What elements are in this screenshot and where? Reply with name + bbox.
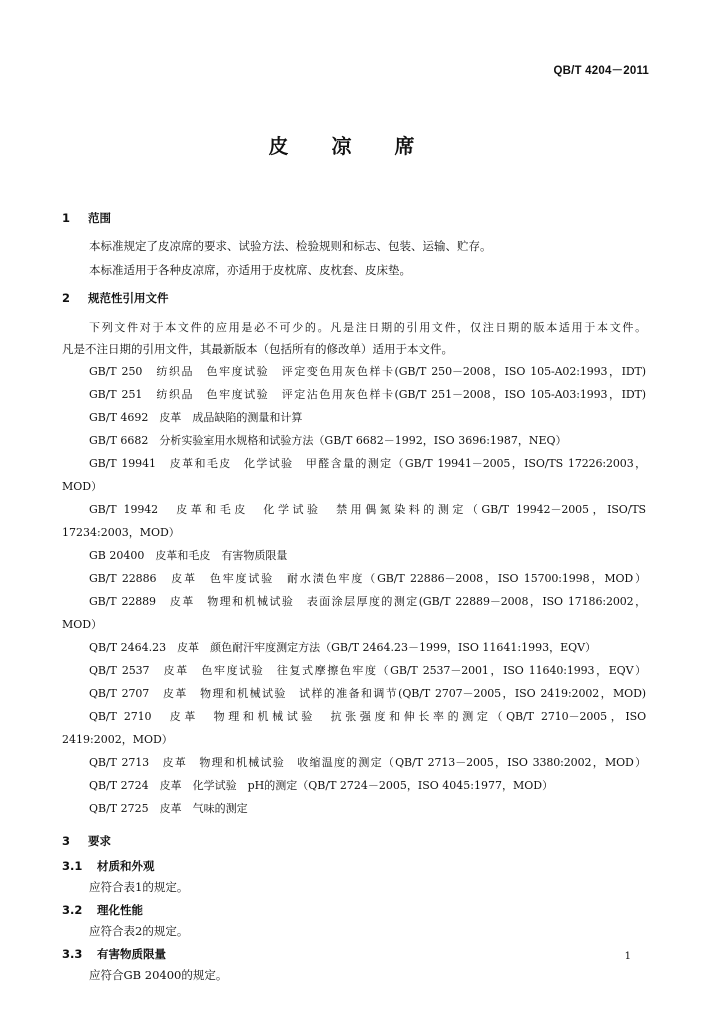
section-2-heading bbox=[62, 290, 169, 306]
document-title: 皮 凉 席 bbox=[268, 134, 433, 158]
subsection-3-2-heading bbox=[62, 902, 143, 918]
paragraph: 应符合GB 20400的规定。 bbox=[89, 968, 228, 982]
paragraph: 应符合表1的规定。 bbox=[89, 880, 189, 894]
reference-item-continuation: 2419:2002，MOD） bbox=[62, 733, 173, 746]
section-number: 3.2 bbox=[62, 903, 83, 917]
section-1-heading bbox=[62, 210, 111, 226]
section-title: 范围 bbox=[88, 211, 111, 225]
reference-item: GB/T 4692 皮革 成品缺陷的测量和计算 bbox=[89, 411, 303, 424]
reference-item: QB/T 2713 皮革 物理和机械试验 收缩温度的测定（QB/T 2713－2005，ISO 3380:2002，MOD） bbox=[89, 756, 646, 769]
section-title: 有害物质限量 bbox=[97, 947, 166, 961]
reference-item: QB/T 2537 皮革 色牢度试验 往复式摩擦色牢度（GB/T 2537－2001，ISO 11640:1993，EQV） bbox=[89, 664, 646, 677]
paragraph: 应符合表2的规定。 bbox=[89, 924, 189, 938]
reference-item-continuation: 17234:2003，MOD） bbox=[62, 526, 180, 539]
page-number: 1 bbox=[624, 951, 631, 962]
section-3-heading bbox=[62, 833, 111, 849]
reference-item: GB/T 251 纺织品 色牢度试验 评定沾色用灰色样卡(GB/T 251－2008，ISO 105-A03:1993，IDT) bbox=[89, 388, 646, 401]
reference-item: QB/T 2725 皮革 气味的测定 bbox=[89, 802, 248, 815]
reference-item: QB/T 2464.23 皮革 颜色耐汗牢度测定方法（GB/T 2464.23－1999，ISO 11641:1993，EQV） bbox=[89, 641, 597, 654]
reference-item-continuation: MOD） bbox=[62, 618, 103, 631]
section-title: 规范性引用文件 bbox=[88, 291, 169, 305]
paragraph: 下列文件对于本文件的应用是必不可少的。凡是注日期的引用文件，仅注日期的版本适用于本文件。 bbox=[89, 321, 646, 334]
reference-item: GB/T 19941 皮革和毛皮 化学试验 甲醛含量的测定（GB/T 19941－2005，ISO/TS 17226:2003， bbox=[89, 457, 646, 470]
reference-item: GB/T 250 纺织品 色牢度试验 评定变色用灰色样卡(GB/T 250－2008，ISO 105-A02:1993，IDT) bbox=[89, 365, 646, 378]
section-number: 2 bbox=[62, 291, 71, 305]
reference-item-continuation: MOD） bbox=[62, 480, 103, 493]
section-title: 理化性能 bbox=[97, 903, 143, 917]
section-number: 3.3 bbox=[62, 947, 83, 961]
reference-item: GB/T 19942 皮革和毛皮 化学试验 禁用偶氮染料的测定（GB/T 19942－2005，ISO/TS bbox=[89, 503, 646, 516]
reference-item: GB/T 22886 皮革 色牢度试验 耐水渍色牢度（GB/T 22886－2008，ISO 15700:1998，MOD） bbox=[89, 572, 646, 585]
paragraph: 本标准规定了皮凉席的要求、试验方法、检验规则和标志、包装、运输、贮存。 bbox=[89, 239, 492, 253]
section-title: 材质和外观 bbox=[97, 859, 155, 873]
paragraph: 凡是不注日期的引用文件，其最新版本（包括所有的修改单）适用于本文件。 bbox=[62, 342, 453, 356]
reference-item: QB/T 2724 皮革 化学试验 pH的测定（QB/T 2724－2005，ISO 4045:1977，MOD） bbox=[89, 779, 554, 792]
standard-code: QB/T 4204－2011 bbox=[553, 65, 649, 77]
section-number: 3.1 bbox=[62, 859, 83, 873]
section-number: 1 bbox=[62, 211, 71, 225]
reference-item: QB/T 2710 皮革 物理和机械试验 抗张强度和伸长率的测定（QB/T 2710－2005，ISO bbox=[89, 710, 646, 723]
section-title: 要求 bbox=[88, 834, 111, 848]
reference-item: GB/T 22889 皮革 物理和机械试验 表面涂层厚度的测定(GB/T 22889－2008，ISO 17186:2002， bbox=[89, 595, 646, 608]
section-number: 3 bbox=[62, 834, 71, 848]
subsection-3-3-heading bbox=[62, 946, 166, 962]
reference-item: QB/T 2707 皮革 物理和机械试验 试样的准备和调节(QB/T 2707－2005，ISO 2419:2002，MOD) bbox=[89, 687, 646, 700]
reference-item: GB/T 6682 分析实验室用水规格和试验方法（GB/T 6682－1992，ISO 3696:1987，NEQ） bbox=[89, 434, 567, 447]
reference-item: GB 20400 皮革和毛皮 有害物质限量 bbox=[89, 549, 288, 562]
paragraph: 本标准适用于各种皮凉席，亦适用于皮枕席、皮枕套、皮床垫。 bbox=[89, 263, 411, 277]
subsection-3-1-heading bbox=[62, 858, 155, 874]
